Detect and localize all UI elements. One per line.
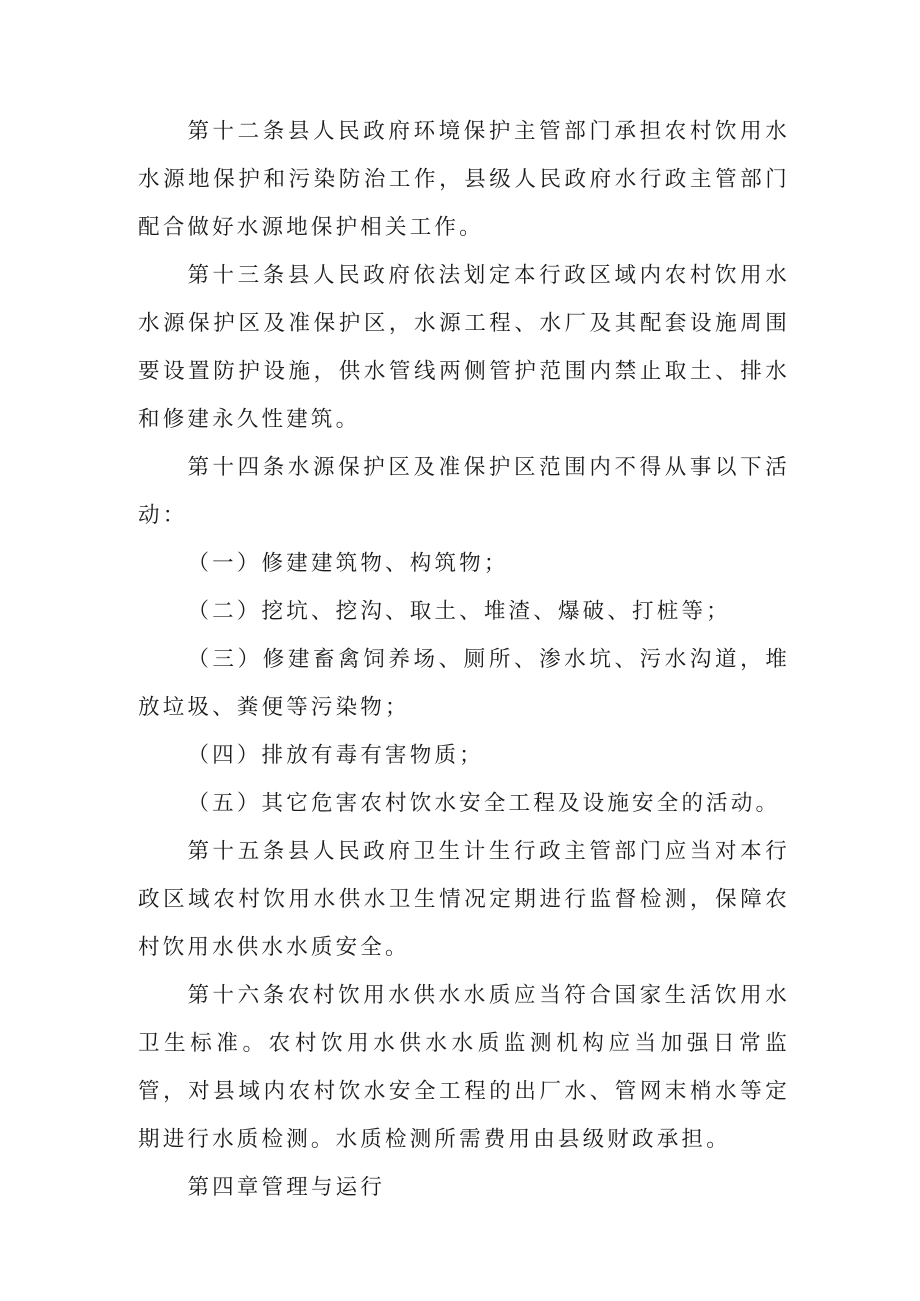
article-14-paragraph: 第十四条水源保护区及准保护区范围内不得从事以下活动： bbox=[138, 455, 790, 528]
article-14-item-2: （二）挖坑、挖沟、取土、堆渣、爆破、打桩等； bbox=[187, 599, 731, 624]
article-14-item-3: （三）修建畜禽饲养场、厕所、渗水坑、污水沟道，堆放垃圾、粪便等污染物； bbox=[138, 647, 790, 720]
chapter-heading: 第四章管理与运行 bbox=[187, 1175, 386, 1200]
article-14-item-4: （四）排放有毒有害物质； bbox=[187, 743, 484, 768]
article-12-paragraph: 第十二条县人民政府环境保护主管部门承担农村饮用水水源地保护和污染防治工作，县级人民政府水行政主管部门配合做好水源地保护相关工作。 bbox=[138, 119, 790, 240]
article-15-paragraph: 第十五条县人民政府卫生计生行政主管部门应当对本行政区域农村饮用水供水卫生情况定期进行监督检测，保障农村饮用水供水水质安全。 bbox=[138, 839, 790, 960]
article-13-paragraph: 第十三条县人民政府依法划定本行政区域内农村饮用水水源保护区及准保护区，水源工程、水厂及其配套设施周围要设置防护设施，供水管线两侧管护范围内禁止取土、排水和修建永久性建筑。 bbox=[138, 263, 790, 432]
article-14-item-5: （五）其它危害农村饮水安全工程及设施安全的活动。 bbox=[187, 791, 781, 816]
article-14-item-1: （一）修建建筑物、构筑物； bbox=[187, 551, 509, 576]
document-body bbox=[138, 108, 790, 1212]
article-16-paragraph: 第十六条农村饮用水供水水质应当符合国家生活饮用水卫生标准。农村饮用水供水水质监测机构应当加强日常监管，对县域内农村饮水安全工程的出厂水、管网末梢水等定期进行水质检测。水质检测所需费用由县级财政承担。 bbox=[138, 983, 790, 1152]
